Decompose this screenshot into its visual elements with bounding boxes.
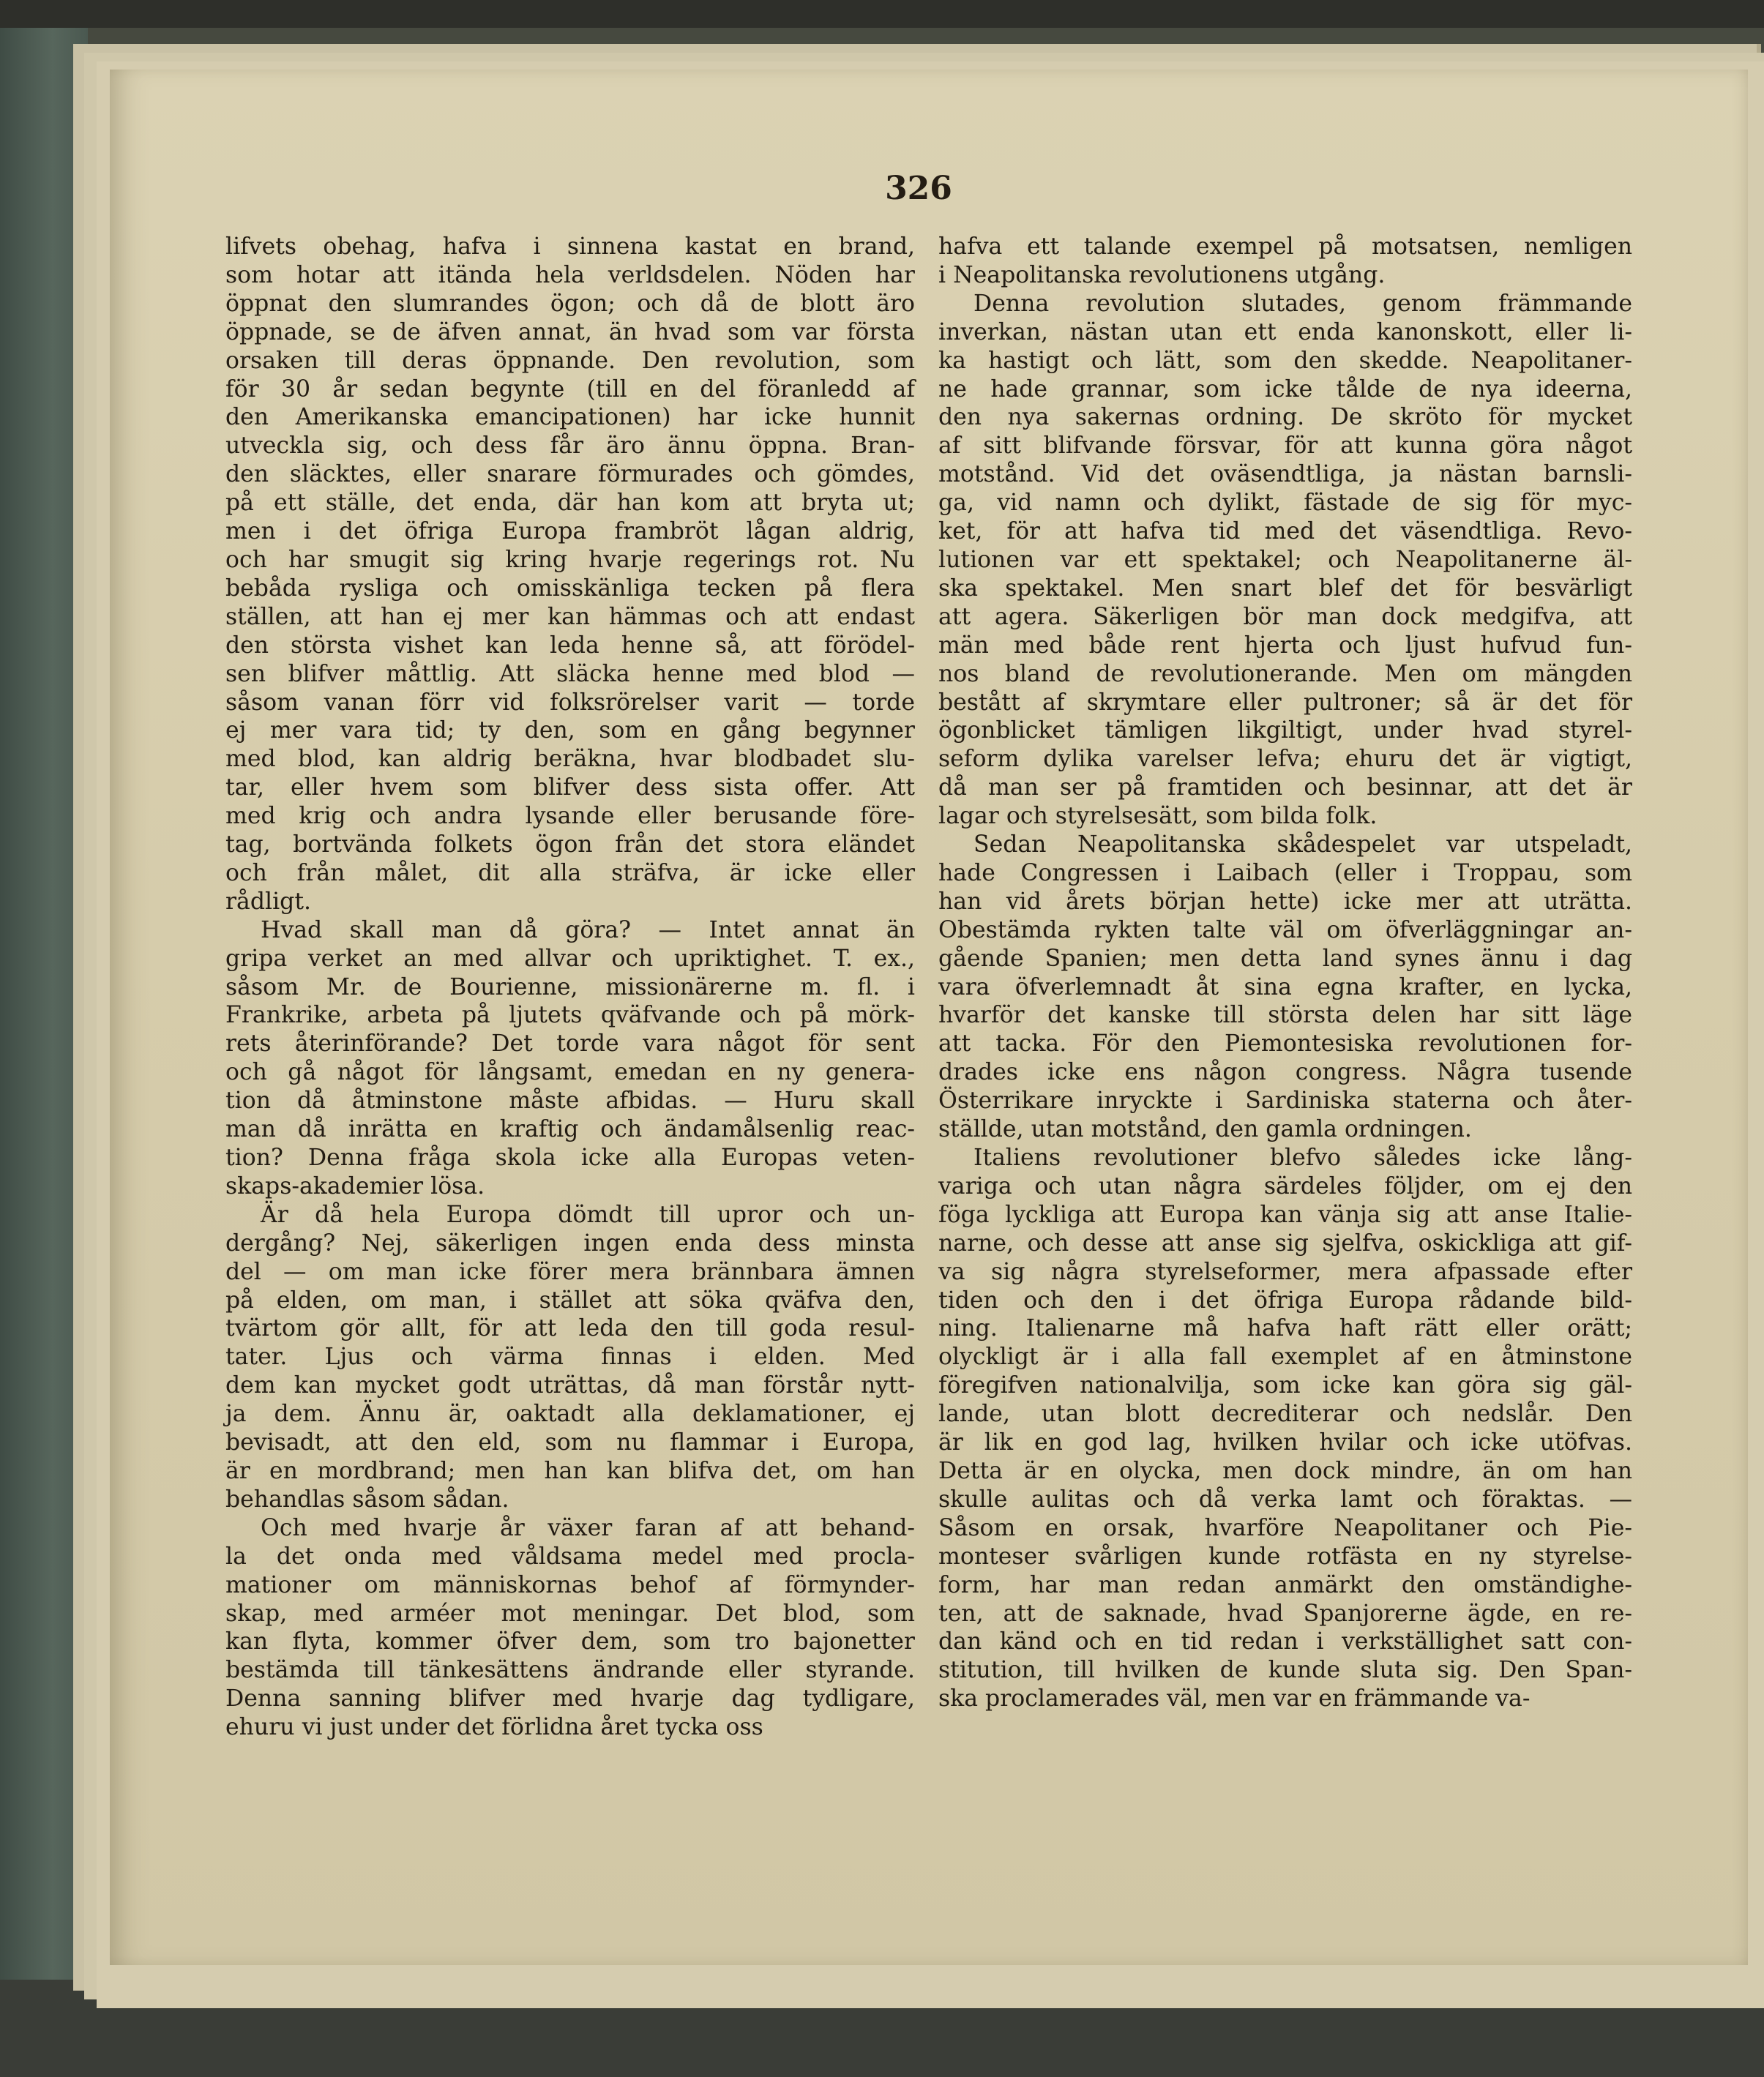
text-line: utveckla sig, och dess får äro ännu öppna. Bran- (225, 433, 915, 460)
text-line: lutionen var ett spektakel; och Neapolitanerne äl- (938, 546, 1632, 573)
text-line: öppnat den slumrandes ögon; och då de blott äro (225, 290, 915, 317)
text-line: Denna revolution slutades, genom främmande (973, 290, 1632, 317)
text-line: på elden, om man, i stället att söka qväfva den, (225, 1287, 915, 1314)
text-line: bevisadt, att den eld, som nu flammar i Europa, (225, 1429, 915, 1456)
text-line: då man ser på framtiden och besinnar, att det är (938, 774, 1632, 801)
text-line: behandlas såsom sådan. (225, 1486, 509, 1513)
text-line: hade Congressen i Laibach (eller i Troppau, som (938, 859, 1632, 886)
text-line: den största vishet kan leda henne så, att förödel- (225, 632, 915, 659)
text-line: med krig och andra lysande eller berusande före- (225, 803, 915, 830)
text-line: såsom vanan förr vid folksrörelser varit — torde (225, 689, 915, 716)
text-line: och från målet, dit alla sträfva, är icke eller (225, 859, 915, 886)
text-line: lagar och styrelsesätt, som bilda folk. (938, 803, 1378, 830)
text-line: skaps-akademier lösa. (225, 1172, 485, 1200)
text-line: form, har man redan anmärkt den omständighe- (938, 1571, 1632, 1598)
text-line: med blod, kan aldrig beräkna, hvar blodbadet slu- (225, 746, 915, 773)
text-line: tater. Ljus och värma finnas i elden. Med (225, 1344, 915, 1371)
text-line: man då inrätta en kraftig och ändamålsenlig reac- (225, 1116, 915, 1143)
text-line: ställde, utan motstånd, den gamla ordningen. (938, 1116, 1472, 1143)
text-line: den släcktes, eller snarare förmurades och gömdes, (225, 461, 915, 488)
text-line: variga och utan några särdeles följder, om ej den (938, 1172, 1632, 1200)
text-line: ska spektakel. Men snart blef det för besvärligt (938, 575, 1632, 602)
text-line: män med både rent hjerta och ljust hufvud fun- (938, 632, 1632, 659)
text-line: drades icke ens någon congress. Några tusende (938, 1059, 1632, 1086)
text-line: bestått af skrymtare eller pultroner; så är det för (938, 689, 1632, 716)
text-line: olyckligt är i alla fall exemplet af en åtminstone (938, 1344, 1632, 1371)
text-line: är en mordbrand; men han kan blifva det, om han (225, 1457, 915, 1484)
scan-background-top (0, 0, 1764, 28)
text-line: orsaken till deras öppnande. Den revolution, som (225, 347, 915, 374)
text-line: ning. Italienarne må hafva haft rätt eller orätt; (938, 1315, 1632, 1342)
text-line: och gå något för långsamt, emedan en ny genera- (225, 1059, 915, 1086)
text-line: ten, att de saknade, hvad Spanjorerne ägde, en re- (938, 1600, 1632, 1627)
text-line: hafva ett talande exempel på motsatsen, nemligen (938, 233, 1632, 260)
text-line: narne, och desse att anse sig sjelfva, oskickliga att gif- (938, 1230, 1632, 1257)
text-line: rådligt. (225, 888, 311, 915)
text-line: del — om man icke förer mera brännbara ämnen (225, 1258, 915, 1285)
text-line: lande, utan blott decrediterar och nedslår. Den (938, 1401, 1632, 1428)
text-line: inverkan, nästan utan ett enda kanonskott, eller li- (938, 318, 1632, 345)
text-line: ögonblicket tämligen likgiltigt, under hvad styrel- (938, 717, 1632, 744)
text-line: tar, eller hvem som blifver dess sista offer. Att (225, 774, 915, 801)
text-line: mationer om människornas behof af förmynder- (225, 1571, 915, 1598)
text-line: att agera. Säkerligen bör man dock medgifva, att (938, 603, 1632, 630)
page-number: 326 (885, 170, 952, 207)
text-line: han vid årets början hette) icke mer att uträtta. (938, 888, 1632, 915)
text-line: va sig några styrelseformer, mera afpassade efter (938, 1258, 1632, 1285)
text-line: Obestämda rykten talte väl om öfverläggningar an- (938, 916, 1632, 943)
text-line: ställen, att han ej mer kan hämmas och att endast (225, 603, 915, 630)
text-line: tag, bortvända folkets ögon från det stora eländet (225, 831, 915, 858)
text-line: Sedan Neapolitanska skådespelet var utspeladt, (973, 831, 1632, 858)
text-line: skulle aulitas och då verka lamt och föraktas. — (938, 1486, 1632, 1513)
text-line: Österrikare inryckte i Sardiniska staterna och åter- (938, 1088, 1632, 1115)
left-text-column (225, 233, 915, 1989)
text-line: dem kan mycket godt uträttas, då man förstår nytt- (225, 1372, 915, 1399)
text-line: som hotar att itända hela verldsdelen. Nöden har (225, 261, 915, 288)
text-line: den Amerikanska emancipationen) har icke hunnit (225, 404, 915, 431)
text-line: rets återinförande? Det torde vara något för sent (225, 1030, 915, 1058)
right-text-column (938, 233, 1632, 1989)
text-line: ehuru vi just under det förlidna året tycka oss (225, 1714, 763, 1741)
text-line: tion? Denna fråga skola icke alla Europas veten- (225, 1145, 915, 1171)
text-line: gående Spanien; men detta land synes ännu i dag (938, 945, 1632, 972)
text-line: Detta är en olycka, men dock mindre, än om han (938, 1457, 1632, 1484)
text-line: ja dem. Ännu är, oaktadt alla deklamationer, ej (225, 1401, 915, 1428)
text-line: gripa verket an med allvar och upriktighet. T. ex., (225, 945, 915, 972)
text-line: dan känd och en tid redan i verkställighet satt con- (938, 1628, 1632, 1655)
text-line: i Neapolitanska revolutionens utgång. (938, 261, 1386, 288)
text-line: föga lyckliga att Europa kan vänja sig att anse Italie- (938, 1201, 1632, 1228)
text-line: är lik en god lag, hvilken hvilar och icke utöfvas. (938, 1429, 1632, 1456)
text-line: för 30 år sedan begynte (till en del föranledd af (225, 375, 915, 403)
text-line: stitution, till hvilken de kunde sluta sig. Den Span- (938, 1657, 1632, 1684)
text-line: tion då åtminstone måste afbidas. — Huru skall (225, 1088, 915, 1115)
text-line: vara öfverlemnadt åt sina egna krafter, en lycka, (938, 973, 1632, 1000)
text-line: såsom Mr. de Bourienne, missionärerne m. fl. i (225, 973, 915, 1000)
text-line: tiden och den i det öfriga Europa rådande bild- (938, 1287, 1632, 1314)
text-line: dergång? Nej, säkerligen ingen enda dess minsta (225, 1230, 915, 1257)
text-line: och har smugit sig kring hvarje regerings rot. Nu (225, 546, 915, 573)
text-line: monteser svårligen kunde rotfästa en ny styrelse- (938, 1543, 1632, 1570)
text-line: Frankrike, arbeta på ljutets qväfvande och på mörk- (225, 1002, 915, 1029)
text-line: nos bland de revolutionerande. Men om mängden (938, 660, 1632, 687)
text-line: ga, vid namn och dylikt, fästade de sig för myc- (938, 490, 1632, 517)
text-line: öppnade, se de äfven annat, än hvad som var första (225, 318, 915, 345)
text-line: men i det öfriga Europa frambröt lågan aldrig, (225, 518, 915, 545)
text-line: Hvad skall man då göra? — Intet annat än (261, 916, 915, 943)
text-line: bestämda till tänkesättens ändrande eller styrande. (225, 1657, 915, 1684)
text-line: seform dylika varelser lefva; ehuru det är vigtigt, (938, 746, 1632, 773)
text-line: af sitt blifvande försvar, för att kunna göra något (938, 433, 1632, 460)
text-line: Italiens revolutioner blefvo således icke lång- (973, 1145, 1632, 1171)
text-line: sen blifver måttlig. Att släcka henne med blod — (225, 660, 915, 687)
text-line: Denna sanning blifver med hvarje dag tydligare, (225, 1685, 915, 1713)
text-line: föregifven nationalvilja, som icke kan göra sig gäl- (938, 1372, 1632, 1399)
text-line: ej mer vara tid; ty den, som en gång begynner (225, 717, 915, 744)
text-line: Såsom en orsak, hvarföre Neapolitaner och Pie- (938, 1514, 1632, 1541)
text-line: skap, med arméer mot meningar. Det blod, som (225, 1600, 915, 1627)
text-line: Är då hela Europa dömdt till upror och un- (261, 1201, 915, 1228)
text-line: hvarför det kanske till största delen har sitt läge (938, 1002, 1632, 1029)
text-line: kan flyta, kommer öfver dem, som tro bajonetter (225, 1628, 915, 1655)
text-line: bebåda rysliga och omisskänliga tecken på flera (225, 575, 915, 602)
text-line: ket, för att hafva tid med det väsendtliga. Revo- (938, 518, 1632, 545)
text-line: lifvets obehag, hafva i sinnena kastat en brand, (225, 233, 915, 260)
text-line: tvärtom gör allt, för att leda den till goda resul- (225, 1315, 915, 1342)
text-line: ska proclamerades väl, men var en främmande va- (938, 1685, 1531, 1713)
text-line: ne hade grannar, som icke tålde de nya ideerna, (938, 375, 1632, 403)
text-line: la det onda med våldsama medel med procla- (225, 1543, 915, 1570)
text-line: på ett ställe, det enda, där han kom att bryta ut; (225, 490, 915, 517)
text-line: ka hastigt och lätt, som den skedde. Neapolitaner- (938, 347, 1632, 374)
text-line: Och med hvarje år växer faran af att behand- (261, 1514, 915, 1541)
text-line: att tacka. För den Piemontesiska revolutionen for- (938, 1030, 1632, 1058)
text-line: den nya sakernas ordning. De skröto för mycket (938, 404, 1632, 431)
text-line: motstånd. Vid det oväsendtliga, ja nästan barnsli- (938, 461, 1632, 488)
